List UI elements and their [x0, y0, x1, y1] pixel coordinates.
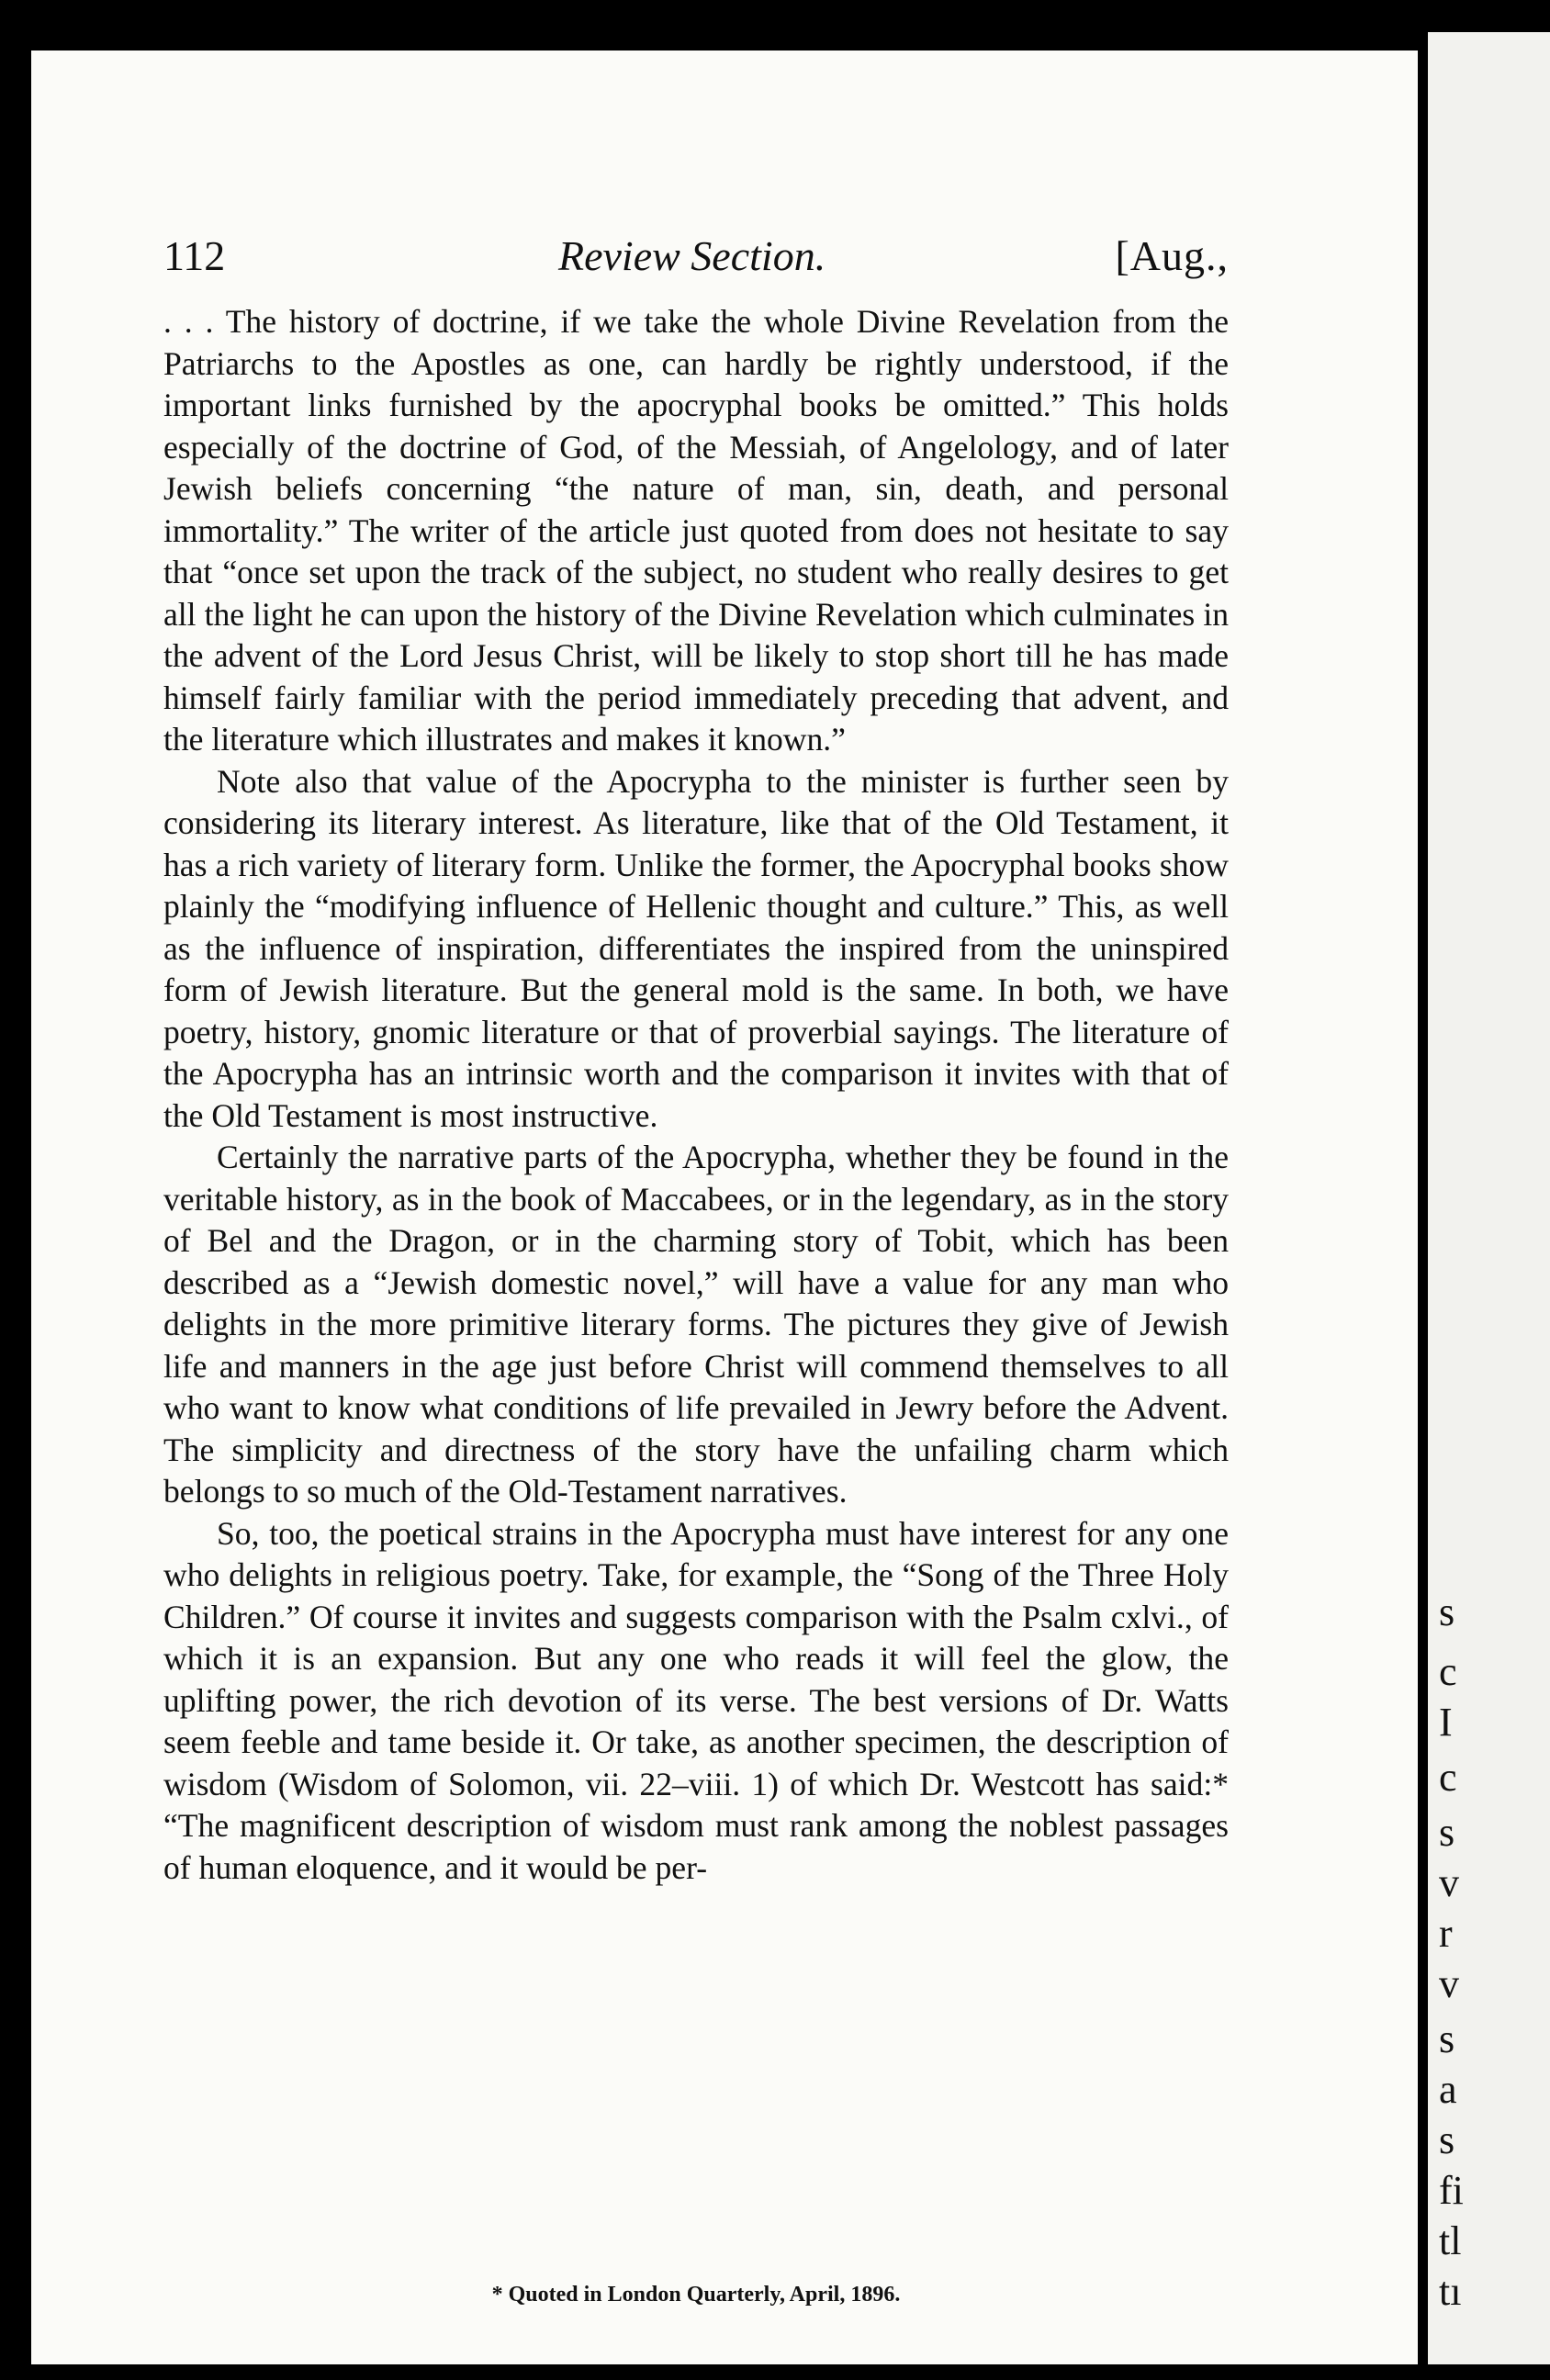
adjacent-letter: c [1439, 1755, 1457, 1800]
adjacent-letter: s [1439, 1589, 1455, 1634]
adjacent-letter: tl [1439, 2218, 1462, 2263]
adjacent-page-edge [1428, 32, 1550, 2364]
adjacent-letter: fi [1439, 2168, 1464, 2213]
paragraph: Certainly the narrative parts of the Apocrypha, whether they be found in the veritable history, as in the book of Maccabees, or in the legendary, as in the story of Bel and the Dragon, or in the charming story of Tobit, which has been described as a “Jewish domestic novel,” will have a value for any man who delights in the more primitive literary forms. The pictures they give of Jewish life and manners in the age just before Christ will commend themselves to all who want to know what conditions of life prevailed in Jewry before the Advent. The simplicity and directness of the story have the unfailing charm which belongs to so much of the Old-Testament narratives. [163, 1139, 1229, 1510]
section-title: Review Section. [558, 232, 826, 279]
footnote: * Quoted in London Quarterly, April, 1896. [491, 2283, 901, 2307]
adjacent-letter: a [1439, 2067, 1457, 2112]
issue-month: [Aug., [1115, 232, 1229, 279]
adjacent-letter: s [1439, 2117, 1455, 2162]
adjacent-letter: r [1439, 1911, 1453, 1956]
adjacent-letter: I [1439, 1700, 1453, 1745]
page-number: 112 [163, 232, 226, 279]
paragraph: So, too, the poetical strains in the Apocrypha must have interest for any one who delights in religious poetry. Take, for example, the “Song of the Three Holy Children.” Of course it invites and suggests comparison with the Psalm cxlvi., of which it is an expansion. But any one who reads it will feel the glow, the uplifting power, the rich devotion of its verse. The best versions of Dr. Watts seem feeble and tame beside it. Or take, as another specimen, the description of wisdom (Wisdom of Solomon, vii. 22–viii. 1) of which Dr. Westcott has said:* “The magnificent description of wisdom must rank among the noblest passages of human eloquence, and it would be per- [163, 1514, 1229, 1886]
running-header [163, 217, 1229, 281]
article-body [163, 301, 1229, 1889]
adjacent-letter: s [1439, 1810, 1455, 1855]
adjacent-letter: v [1439, 1860, 1459, 1905]
paragraph: Note also that value of the Apocrypha to the minister is further seen by considering its literary interest. As literature, like that of the Old Testament, it has a rich variety of literary form. Unlike the former, the Apocryphal books show plainly the “modifying influence of Hellenic thought and culture.” This, as well as the influence of inspiration, differentiates the inspired from the uninspired form of Jewish literature. But the general mold is the same. In both, we have poetry, history, gnomic literature or that of proverbial sayings. The literature of the Apocrypha has an intrinsic worth and the comparison it invites with that of the Old Testament is most instructive. [163, 762, 1229, 1134]
adjacent-letter: tı [1439, 2269, 1462, 2314]
paragraph: . . . The history of doctrine, if we take the whole Divine Revelation from the Patriarchs to the Apostles as one, can hardly be rightly understood, if the important links furnished by the apocryphal books be omitted.” This holds especially of the doctrine of God, of the Messiah, of Angelology, and of later Jewish beliefs concerning “the nature of man, sin, death, and personal immortality.” The writer of the article just quoted from does not hesitate to say that “once set upon the track of the subject, no student who really desires to get all the light he can upon the history of the Divine Revelation which culminates in the advent of the Lord Jesus Christ, will be likely to stop short till he has made himself fairly familiar with the period immediately preceding that advent, and the literature which illustrates and makes it known.” [163, 303, 1229, 758]
adjacent-letter: c [1439, 1649, 1457, 1694]
adjacent-letter: v [1439, 1961, 1459, 2006]
adjacent-letter: s [1439, 2016, 1455, 2061]
